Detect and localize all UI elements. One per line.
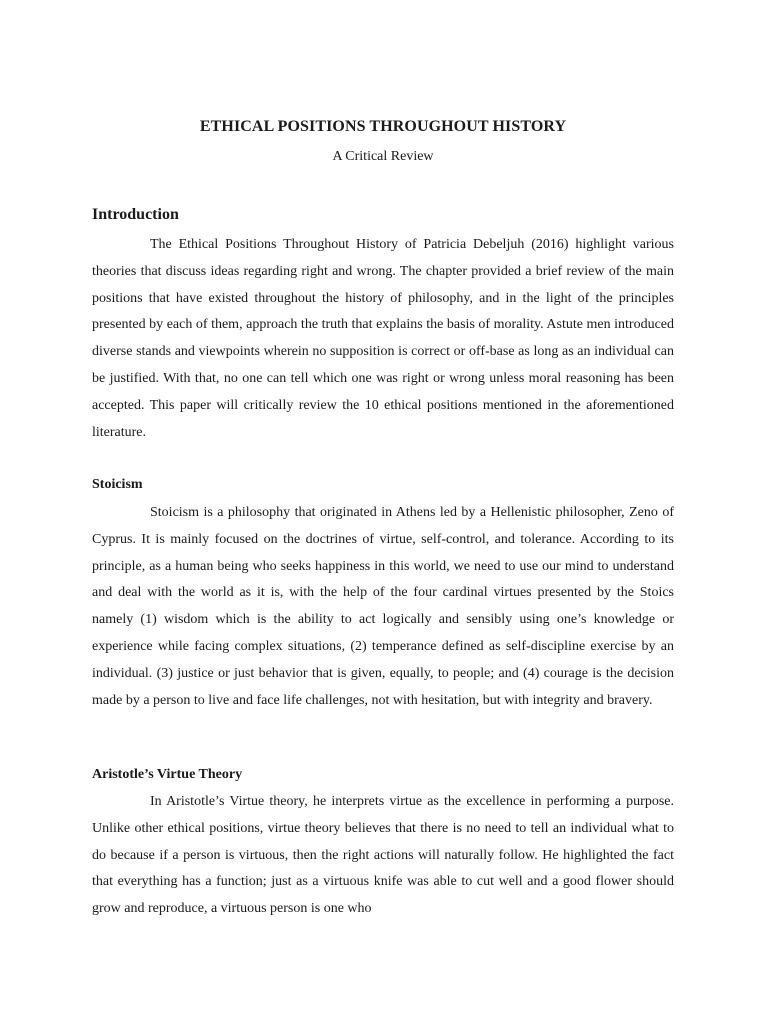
section-heading-aristotle: Aristotle’s Virtue Theory (92, 767, 243, 782)
section-body-introduction: The Ethical Positions Throughout History of Patricia Debeljuh (2016) highlight various theories that discuss ideas regarding right and wrong. The chapter provided a brief review of the main positions that have existed throughout the history of philosophy, and in the light of the principles presented by each of them, approach the truth that explains the basis of morality. Astute men introduced diverse stands and viewpoints wherein no supposition is correct or off-base as long as an individual can be justified. With that, no one can tell which one was right or wrong unless moral reasoning has been accepted. This paper will critically review the 10 ethical positions mentioned in the aforementioned literature. (92, 237, 674, 440)
section-heading-stoicism: Stoicism (92, 477, 143, 492)
document-subtitle: A Critical Review (332, 149, 434, 164)
section-body-stoicism: Stoicism is a philosophy that originated in Athens led by a Hellenistic philosopher, Zeno of Cyprus. It is mainly focused on the doctrines of virtue, self-control, and tolerance. According to its principle, as a human being who seeks happiness in this world, we need to use our mind to understand and deal with the world as it is, with the help of the four cardinal virtues presented by the Stoics namely (1) wisdom which is the ability to act logically and sensibly using one’s knowledge or experience while facing complex situations, (2) temperance defined as self-discipline exercise by an individual. (3) justice or just behavior that is given, equally, to people; and (4) courage is the decision made by a person to live and face life challenges, not with hesitation, but with integrity and bravery. (92, 505, 674, 708)
section-heading-introduction: Introduction (92, 206, 179, 223)
section-body-aristotle: In Aristotle’s Virtue theory, he interprets virtue as the excellence in performing a purpose. Unlike other ethical positions, virtue theory believes that there is no need to tell an individual what to do because if a person is virtuous, then the right actions will naturally follow. He highlighted the fact that everything has a function; just as a virtuous knife was able to cut well and a good flower should grow and reproduce, a virtuous person is one who (92, 794, 674, 917)
document-title: ETHICAL POSITIONS THROUGHOUT HISTORY (199, 118, 567, 135)
